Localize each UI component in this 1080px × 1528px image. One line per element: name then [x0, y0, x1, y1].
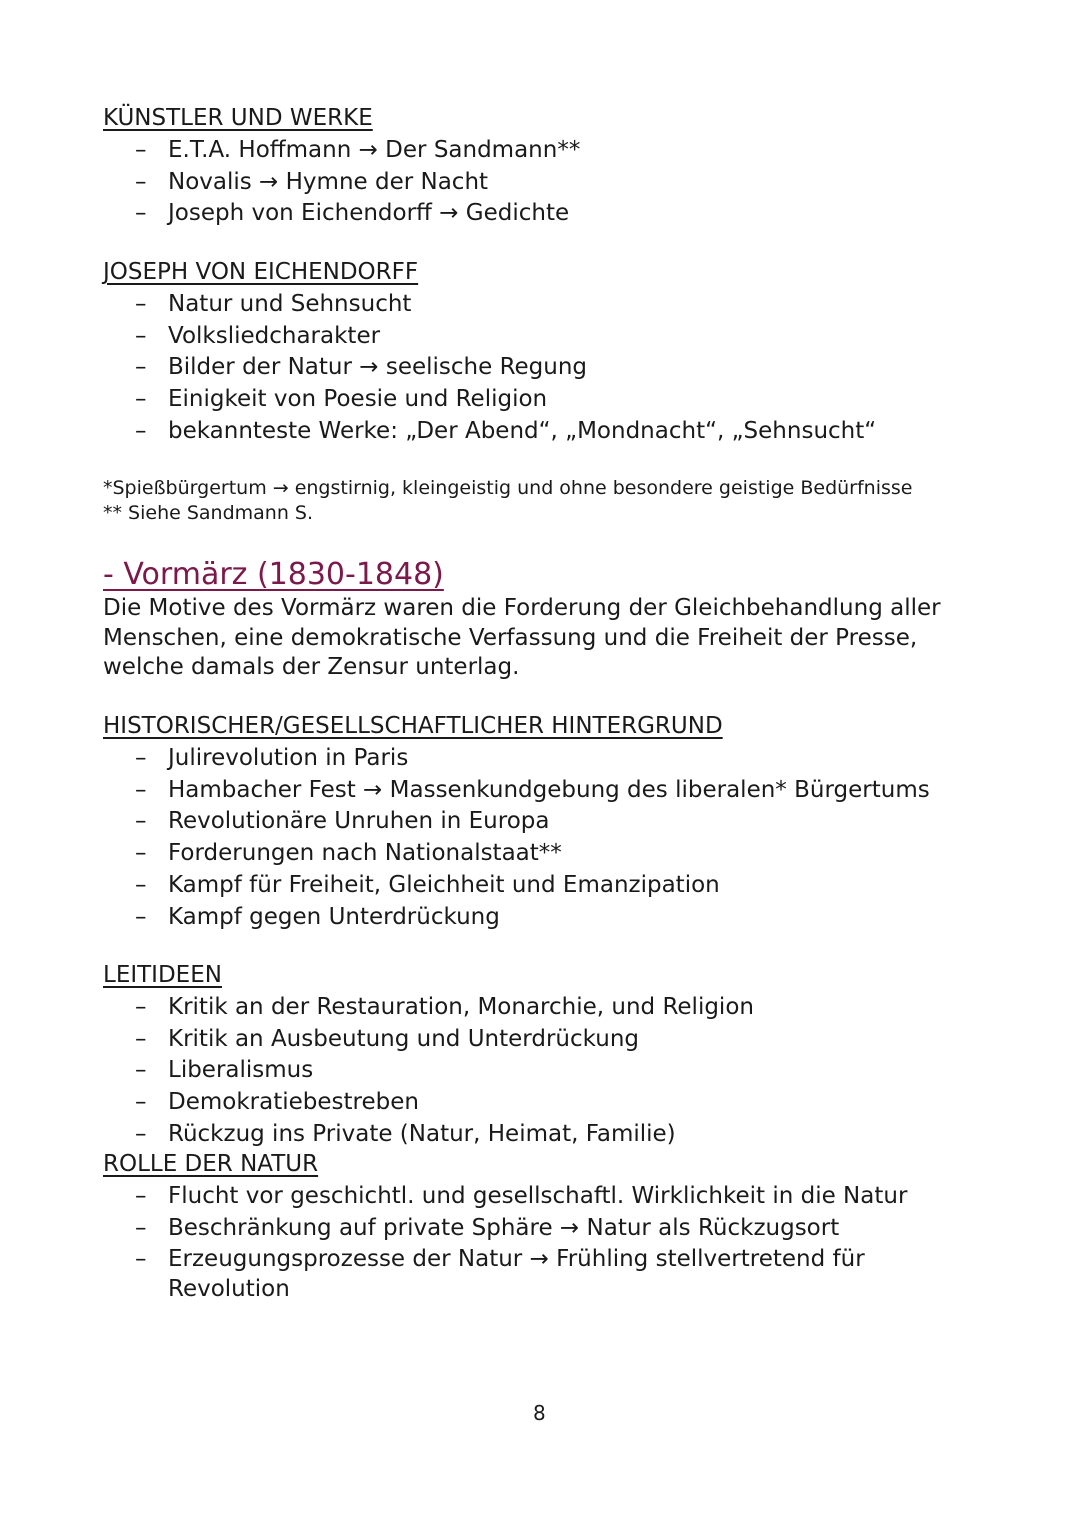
- list-item: – Hambacher Fest → Massenkundgebung des liberalen* Bürgertums: [0, 775, 930, 807]
- paragraph-line: welche damals der Zensur unterlag.: [103, 654, 520, 680]
- list-item: – Joseph von Eichendorff → Gedichte: [0, 198, 580, 230]
- section-title-vormaerz: - Vormärz (1830-1848): [103, 557, 444, 592]
- list-item-continuation: Revolution: [168, 1276, 290, 1302]
- list-item: – Liberalismus: [0, 1055, 754, 1087]
- list-item: – Kampf für Freiheit, Gleichheit und Emanzipation: [0, 870, 930, 902]
- list-item: – Kritik an der Restauration, Monarchie, und Religion: [0, 992, 754, 1024]
- list-item: – Volksliedcharakter: [0, 321, 876, 353]
- heading-leitideen: LEITIDEEN: [103, 962, 222, 988]
- list-hintergrund: [0, 743, 930, 933]
- list-item: – Novalis → Hymne der Nacht: [0, 167, 580, 199]
- list-item: – E.T.A. Hoffmann → Der Sandmann**: [0, 135, 580, 167]
- list-item: – Einigkeit von Poesie und Religion: [0, 384, 876, 416]
- list-item: – Kampf gegen Unterdrückung: [0, 902, 930, 934]
- list-eichendorff: [0, 289, 876, 448]
- footnote-spiessbuergertum: *Spießbürgertum → engstirnig, kleingeistig und ohne besondere geistige Bedürfnisse: [103, 477, 913, 499]
- heading-rolle-der-natur: ROLLE DER NATUR: [103, 1151, 319, 1177]
- list-kuenstler: [0, 135, 580, 230]
- list-item: – Kritik an Ausbeutung und Unterdrückung: [0, 1024, 754, 1056]
- vormaerz-paragraph: [103, 594, 963, 683]
- list-item: – Bilder der Natur → seelische Regung: [0, 352, 876, 384]
- list-item: – Rückzug ins Private (Natur, Heimat, Familie): [0, 1119, 754, 1151]
- footnote-sandmann: ** Siehe Sandmann S.: [103, 502, 314, 524]
- heading-historischer-hintergrund: HISTORISCHER/GESELLSCHAFTLICHER HINTERGRUND: [103, 713, 723, 739]
- heading-joseph-von-eichendorff: JOSEPH VON EICHENDORFF: [103, 259, 419, 285]
- list-leitideen: [0, 992, 754, 1151]
- list-item: – Forderungen nach Nationalstaat**: [0, 838, 930, 870]
- list-natur: [0, 1181, 907, 1276]
- list-item: – bekannteste Werke: „Der Abend“, „Mondnacht“, „Sehnsucht“: [0, 416, 876, 448]
- list-item: – Erzeugungsprozesse der Natur → Frühling stellvertretend für: [0, 1244, 907, 1276]
- page-number: 8: [533, 1401, 546, 1425]
- list-item: – Flucht vor geschichtl. und gesellschaftl. Wirklichkeit in die Natur: [0, 1181, 907, 1213]
- list-item: – Beschränkung auf private Sphäre → Natur als Rückzugsort: [0, 1213, 907, 1245]
- list-item: – Julirevolution in Paris: [0, 743, 930, 775]
- list-item: – Demokratiebestreben: [0, 1087, 754, 1119]
- list-item: – Natur und Sehnsucht: [0, 289, 876, 321]
- paragraph-line: Menschen, eine demokratische Verfassung und die Freiheit der Presse,: [103, 624, 918, 651]
- heading-kuenstler-und-werke: KÜNSTLER UND WERKE: [103, 105, 373, 131]
- paragraph-line: Die Motive des Vormärz waren die Forderung der Gleichbehandlung aller: [103, 595, 941, 621]
- list-item: – Revolutionäre Unruhen in Europa: [0, 806, 930, 838]
